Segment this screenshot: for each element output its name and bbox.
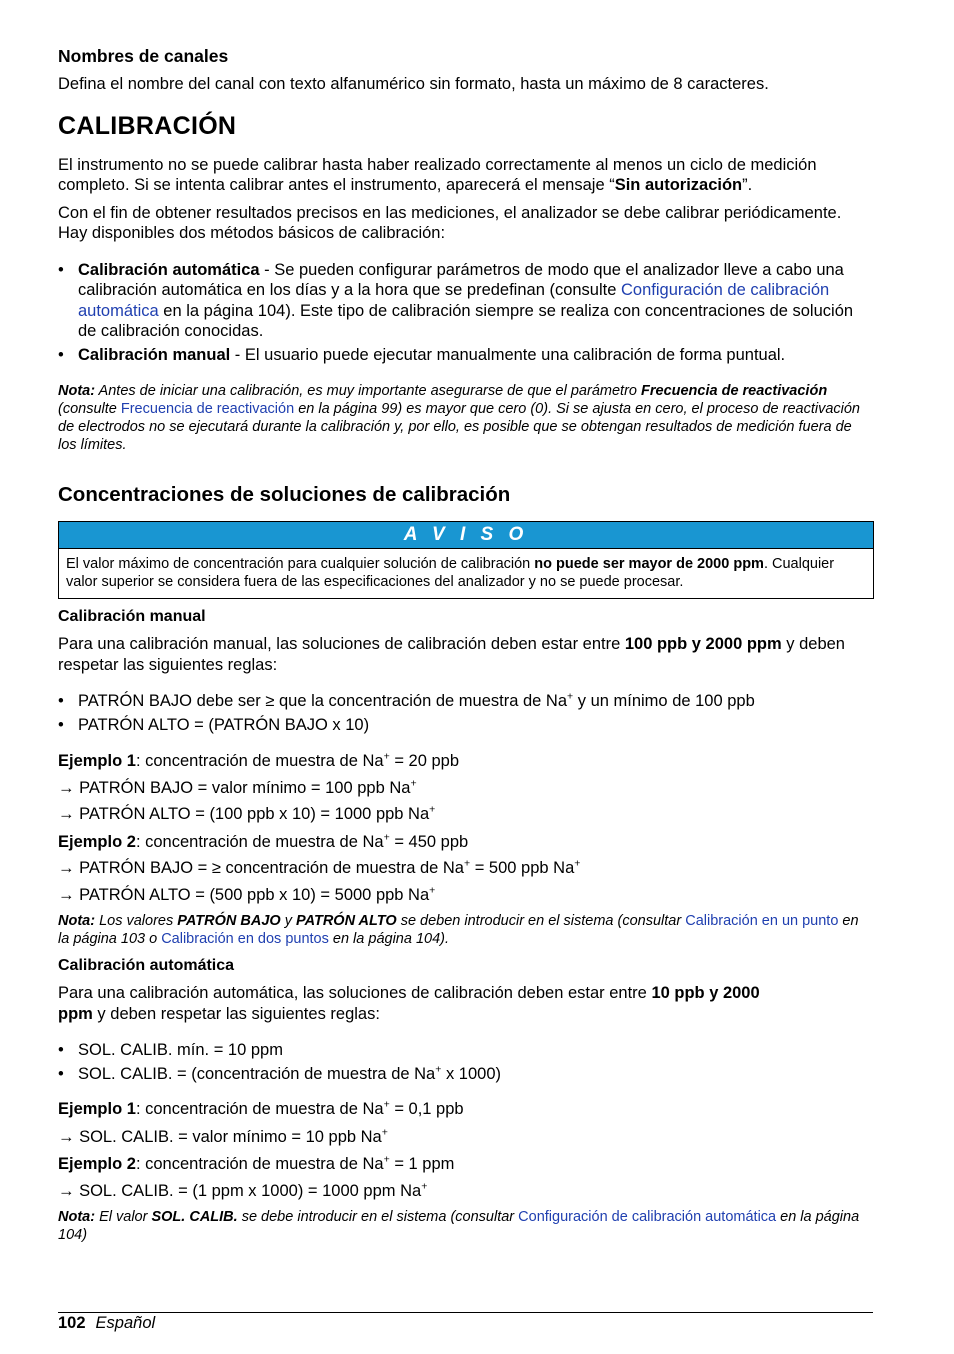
auto-example-2-result: [58, 1181, 873, 1202]
text-span: en la página 99) es mayor que cero (0). Si se ajusta en cero, el proceso de reactivación de electrodos no se ejecutará durante la calibración y, por ello, es posible que se obtengan resultados de medición fuera de los límites.: [58, 401, 860, 453]
text-span: PATRÓN BAJO debe ser ≥ que la concentración de muestra de Na: [78, 692, 568, 710]
auto-example-1-result: [58, 1127, 873, 1148]
note-label: Nota:: [58, 1209, 96, 1225]
text-span: se debe introducir en el sistema (consultar: [237, 1209, 519, 1225]
text-span: = 0,1 ppb: [389, 1100, 464, 1118]
text-span: = 20 ppb: [389, 752, 460, 770]
notice-text: [59, 549, 873, 598]
text-span: SOL. CALIB. = (concentración de muestra de Na: [78, 1064, 436, 1083]
superscript: +: [383, 750, 390, 763]
manual-example-2: [58, 832, 873, 853]
link-one-point-calibration[interactable]: Calibración en un punto: [685, 913, 839, 929]
page-number: 102: [58, 1314, 86, 1332]
superscript: +: [429, 884, 436, 896]
superscript: +: [463, 857, 471, 870]
superscript: +: [574, 857, 581, 870]
text-span: El valor máximo de concentración para cualquier solución de calibración: [66, 556, 535, 572]
bold-span: 10 ppb y 2000 ppm: [58, 984, 760, 1023]
text-span: en la página 103 o: [58, 913, 859, 947]
auto-calibration-heading: Calibración automática: [58, 957, 235, 974]
text-span: en la página 104): [58, 1209, 860, 1243]
text-span: Para una calibración automática, las soluciones de calibración deben estar entre: [58, 984, 652, 1002]
page-footer: [58, 1313, 155, 1333]
note-manual-values: [58, 912, 873, 948]
text-span: y un mínimo de 100 ppb: [573, 692, 755, 710]
list-item: [58, 691, 873, 712]
text-span: ”.: [742, 176, 753, 194]
auto-example-1: [58, 1099, 873, 1120]
footer-rule: [58, 1312, 873, 1313]
calibration-methods-intro: Con el fin de obtener resultados precisos en las mediciones, el analizador se debe calibrar periódicamente. Hay disponibles dos métodos básicos de calibración:: [58, 203, 842, 242]
text-span: - Se pueden configurar parámetros de modo que el analizador lleve a cabo una calibración automática en los días y a la hora que se predefinan (consulte: [78, 260, 844, 299]
text-span: Antes de iniciar una calibración, es muy importante asegurarse de que el parámetro: [95, 383, 641, 399]
calibration-methods-list: [58, 260, 873, 366]
note-label: Nota:: [58, 383, 96, 399]
channel-names-text: Defina el nombre del canal con texto alfanumérico sin formato, hasta un máximo de 8 caracteres.: [58, 75, 769, 93]
text-span: en la página 104).: [328, 931, 449, 947]
text-span: y: [280, 913, 296, 929]
superscript: +: [429, 803, 436, 816]
text-span: . Cualquier valor superior se considera fuera de las especificaciones del analizador y no se puede procesar.: [66, 556, 835, 590]
note-reactivation: [58, 382, 873, 454]
manual-example-2-low: [58, 858, 873, 879]
text-span: = 1 ppm: [389, 1155, 455, 1173]
superscript: +: [383, 1153, 390, 1166]
link-two-point-calibration[interactable]: Calibración en dos puntos: [161, 931, 329, 947]
text-span: SOL. CALIB. mín. = 10 ppm: [78, 1041, 283, 1059]
text-span: : concentración de muestra de Na: [135, 832, 384, 851]
notice-title: A V I S O: [59, 522, 873, 549]
text-span: - El usuario puede ejecutar manualmente una calibración de forma puntual.: [230, 345, 786, 364]
calibration-heading: CALIBRACIÓN: [58, 111, 237, 140]
note-auto-value: [58, 1208, 873, 1244]
manual-intro: [58, 634, 873, 675]
manual-example-1: [58, 751, 873, 772]
manual-calibration-heading: Calibración manual: [58, 608, 206, 625]
superscript: +: [381, 1126, 388, 1138]
manual-example-2-high: [58, 885, 873, 906]
text-span: = 500 ppb Na: [470, 859, 575, 877]
bold-span: Sin autorización: [614, 176, 743, 194]
bold-span: 100 ppb y 2000 ppm: [624, 635, 782, 653]
superscript: +: [421, 1180, 428, 1192]
link-auto-calibration[interactable]: Configuración de calibración automática: [78, 281, 830, 320]
text-span: → PATRÓN BAJO = valor mínimo = 100 ppb Na: [58, 778, 411, 797]
text-span: → PATRÓN ALTO = (500 ppb x 10) = 5000 ppb Na: [58, 885, 430, 904]
bold-span: Calibración manual: [78, 345, 231, 364]
text-span: : concentración de muestra de Na: [135, 752, 384, 770]
list-item: [58, 260, 873, 342]
text-span: Los valores: [95, 913, 178, 929]
list-item: [58, 715, 873, 736]
superscript: +: [383, 1098, 390, 1111]
auto-intro: [58, 983, 798, 1024]
text-span: PATRÓN ALTO = (PATRÓN BAJO x 10): [78, 715, 370, 734]
text-span: El valor: [95, 1209, 152, 1225]
bold-span: SOL. CALIB.: [151, 1209, 238, 1225]
manual-example-1-high: [58, 804, 873, 825]
bold-span: Frecuencia de reactivación: [641, 383, 828, 399]
concentrations-heading: Concentraciones de soluciones de calibración: [58, 483, 511, 506]
text-span: y deben respetar las siguientes reglas:: [58, 635, 845, 674]
text-span: → SOL. CALIB. = valor mínimo = 10 ppb Na: [58, 1127, 382, 1146]
note-label: Nota:: [58, 913, 96, 929]
link-auto-calibration-config[interactable]: Configuración de calibración automática: [518, 1209, 777, 1225]
bold-span: PATRÓN ALTO: [295, 913, 397, 929]
text-span: → PATRÓN ALTO = (100 ppb x 10) = 1000 ppb Na: [58, 805, 430, 823]
footer-language: Español: [95, 1314, 156, 1332]
channel-names-heading: Nombres de canales: [58, 46, 229, 66]
manual-rules-list: [58, 691, 873, 735]
bold-span: Calibración automática: [78, 260, 260, 279]
list-item: [58, 1040, 873, 1061]
auto-rules-list: [58, 1040, 873, 1084]
list-item: [58, 1064, 873, 1085]
text-span: : concentración de muestra de Na: [135, 1155, 384, 1173]
text-span: → PATRÓN BAJO = ≥ concentración de muestra de Na: [58, 859, 464, 877]
superscript: +: [567, 690, 574, 703]
manual-example-1-low: [58, 778, 873, 799]
calibration-intro: [58, 155, 873, 196]
text-span: → SOL. CALIB. = (1 ppm x 1000) = 1000 ppm Na: [58, 1181, 422, 1200]
bold-span: no puede ser mayor de 2000 ppm: [534, 556, 764, 572]
page-content: [58, 46, 873, 1244]
bold-span: Ejemplo 1: [58, 752, 136, 770]
text-span: x 1000): [441, 1064, 501, 1083]
text-span: Para una calibración manual, las soluciones de calibración deben estar entre: [58, 635, 625, 653]
text-span: en la página 104). Este tipo de calibración siempre se realiza con concentraciones de solución de calibración conocidas.: [78, 301, 854, 340]
link-reactivation[interactable]: Frecuencia de reactivación: [120, 401, 295, 417]
text-span: = 450 ppb: [389, 832, 469, 851]
bold-span: PATRÓN BAJO: [177, 913, 281, 929]
text-span: (consulte: [58, 401, 121, 417]
text-span: El instrumento no se puede calibrar hasta haber realizado correctamente al menos un ciclo de medición completo. Si se intenta calibrar antes el instrumento, aparecerá el mensaje “: [58, 155, 817, 194]
text-span: : concentración de muestra de Na: [135, 1100, 384, 1118]
superscript: +: [410, 777, 417, 789]
auto-example-2: [58, 1154, 873, 1175]
text-span: y deben respetar las siguientes reglas:: [92, 1004, 380, 1023]
superscript: +: [383, 831, 390, 843]
notice-box: [58, 521, 874, 599]
bold-span: Ejemplo 2: [58, 1155, 136, 1173]
list-item: [58, 345, 873, 366]
text-span: se deben introducir en el sistema (consultar: [396, 913, 686, 929]
bold-span: Ejemplo 2: [58, 832, 136, 851]
superscript: +: [435, 1063, 442, 1075]
bold-span: Ejemplo 1: [58, 1100, 136, 1118]
